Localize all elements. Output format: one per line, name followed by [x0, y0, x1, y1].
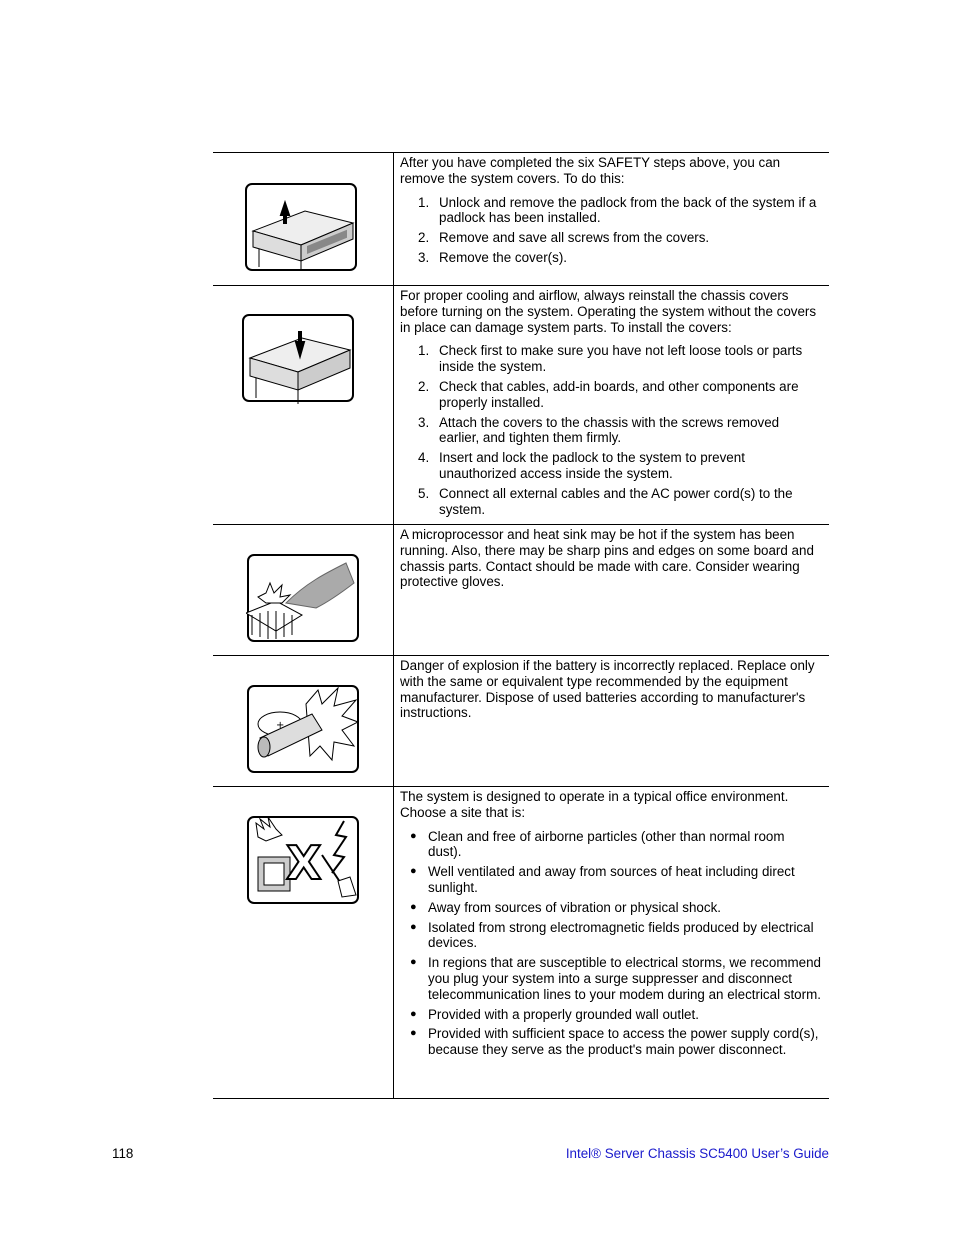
- steps-list: [400, 195, 821, 266]
- bullet-text: Away from sources of vibration or physical shock.: [428, 899, 721, 915]
- bullet-text: Well ventilated and away from sources of heat including direct sunlight.: [428, 864, 795, 895]
- list-item: [400, 415, 821, 447]
- safety-table: [213, 152, 829, 1099]
- step-text: Insert and lock the padlock to the system to prevent unauthorized access inside the system.: [439, 450, 745, 481]
- step-text: Attach the covers to the chassis with the screws removed earlier, and tighten them firmly.: [439, 414, 780, 446]
- icon-cell: [213, 787, 394, 1098]
- bullet-icon: ●: [410, 900, 417, 913]
- svg-text:X: X: [286, 836, 322, 890]
- row-intro: For proper cooling and airflow, always reinstall the chassis covers before turning on the system. Operating the system without the covers in place can damage system parts. To install the covers:: [400, 288, 817, 335]
- list-item: [400, 864, 821, 896]
- list-item: [400, 900, 821, 916]
- table-row: [213, 153, 829, 286]
- row-intro: After you have completed the six SAFETY steps above, you can remove the system covers. To do this:: [400, 155, 781, 186]
- text-cell: [394, 656, 829, 786]
- list-item: [400, 343, 821, 375]
- bullet-icon: ●: [410, 956, 417, 969]
- table-row: [213, 286, 829, 525]
- table-row: [213, 656, 829, 787]
- bullet-text: In regions that are susceptible to electrical storms, we recommend you plug your system into a surge suppresser and disconnect telecommunication lines to your modem during an electrical storm.: [428, 955, 821, 1002]
- step-number: 4.: [418, 450, 430, 466]
- list-item: [400, 955, 821, 1002]
- site-requirements-list: [400, 829, 821, 1058]
- document-title-link[interactable]: Intel® Server Chassis SC5400 User’s Guide: [565, 1146, 829, 1161]
- list-item: [400, 195, 821, 227]
- text-cell: [394, 525, 829, 655]
- list-item: [400, 1026, 821, 1058]
- icon-cell: [213, 153, 394, 285]
- row-intro: The system is designed to operate in a typical office environment. Choose a site that is:: [400, 789, 789, 820]
- svg-text:+: +: [276, 720, 285, 731]
- row-intro: Danger of explosion if the battery is incorrectly replaced. Replace only with the same or equivalent type recommended by the equipment manufacturer. Dispose of used batteries according to manufacturer's instructions.: [400, 658, 815, 721]
- icon-cell: [213, 286, 394, 524]
- step-number: 1.: [418, 343, 430, 359]
- environment-warning-icon: [246, 815, 362, 905]
- step-number: 5.: [418, 485, 430, 501]
- bullet-text: Provided with sufficient space to access the power supply cord(s), because they serve as the product's main power disconnect.: [428, 1026, 819, 1058]
- bullet-icon: ●: [410, 920, 417, 933]
- row-intro: A microprocessor and heat sink may be hot if the system has been running. Also, there may be sharp pins and edges on some board and chassis parts. Contact should be made with care. Consider wearing protective gloves.: [400, 527, 814, 590]
- bullet-icon: ●: [410, 1027, 417, 1040]
- bullet-icon: ●: [410, 829, 417, 842]
- text-cell: [394, 153, 829, 285]
- battery-explosion-icon: [246, 684, 362, 774]
- step-text: Remove the cover(s).: [439, 249, 567, 265]
- text-cell: [394, 787, 829, 1098]
- list-item: [400, 1007, 821, 1023]
- list-item: [400, 829, 821, 861]
- steps-list: [400, 343, 821, 517]
- bullet-text: Clean and free of airborne particles (other than normal room dust).: [428, 828, 785, 860]
- step-text: Connect all external cables and the AC power cord(s) to the system.: [439, 485, 793, 517]
- step-number: 2.: [418, 230, 430, 246]
- bullet-icon: ●: [410, 865, 417, 878]
- bullet-text: Isolated from strong electromagnetic fields produced by electrical devices.: [428, 919, 814, 951]
- step-text: Check first to make sure you have not left loose tools or parts inside the system.: [439, 343, 803, 375]
- list-item: [400, 250, 821, 266]
- list-item: [400, 230, 821, 246]
- list-item: [400, 379, 821, 411]
- step-text: Unlock and remove the padlock from the back of the system if a padlock has been installed.: [439, 194, 817, 226]
- hot-heatsink-icon: [246, 553, 362, 643]
- remove-cover-icon: [245, 183, 361, 271]
- list-item: [400, 450, 821, 482]
- step-text: Check that cables, add-in boards, and other components are properly installed.: [439, 378, 799, 410]
- step-number: 3.: [418, 249, 430, 265]
- install-cover-icon: [242, 314, 358, 406]
- table-row: [213, 787, 829, 1098]
- text-cell: [394, 286, 829, 524]
- table-row: [213, 525, 829, 656]
- step-text: Remove and save all screws from the covers.: [439, 230, 710, 246]
- step-number: 2.: [418, 378, 430, 394]
- step-number: 1.: [418, 194, 430, 210]
- bullet-icon: ●: [410, 1007, 417, 1020]
- page-number: 118: [112, 1146, 134, 1161]
- icon-cell: [213, 656, 394, 786]
- list-item: [400, 486, 821, 518]
- step-number: 3.: [418, 414, 430, 430]
- list-item: [400, 920, 821, 952]
- bullet-text: Provided with a properly grounded wall outlet.: [428, 1006, 699, 1022]
- icon-cell: [213, 525, 394, 655]
